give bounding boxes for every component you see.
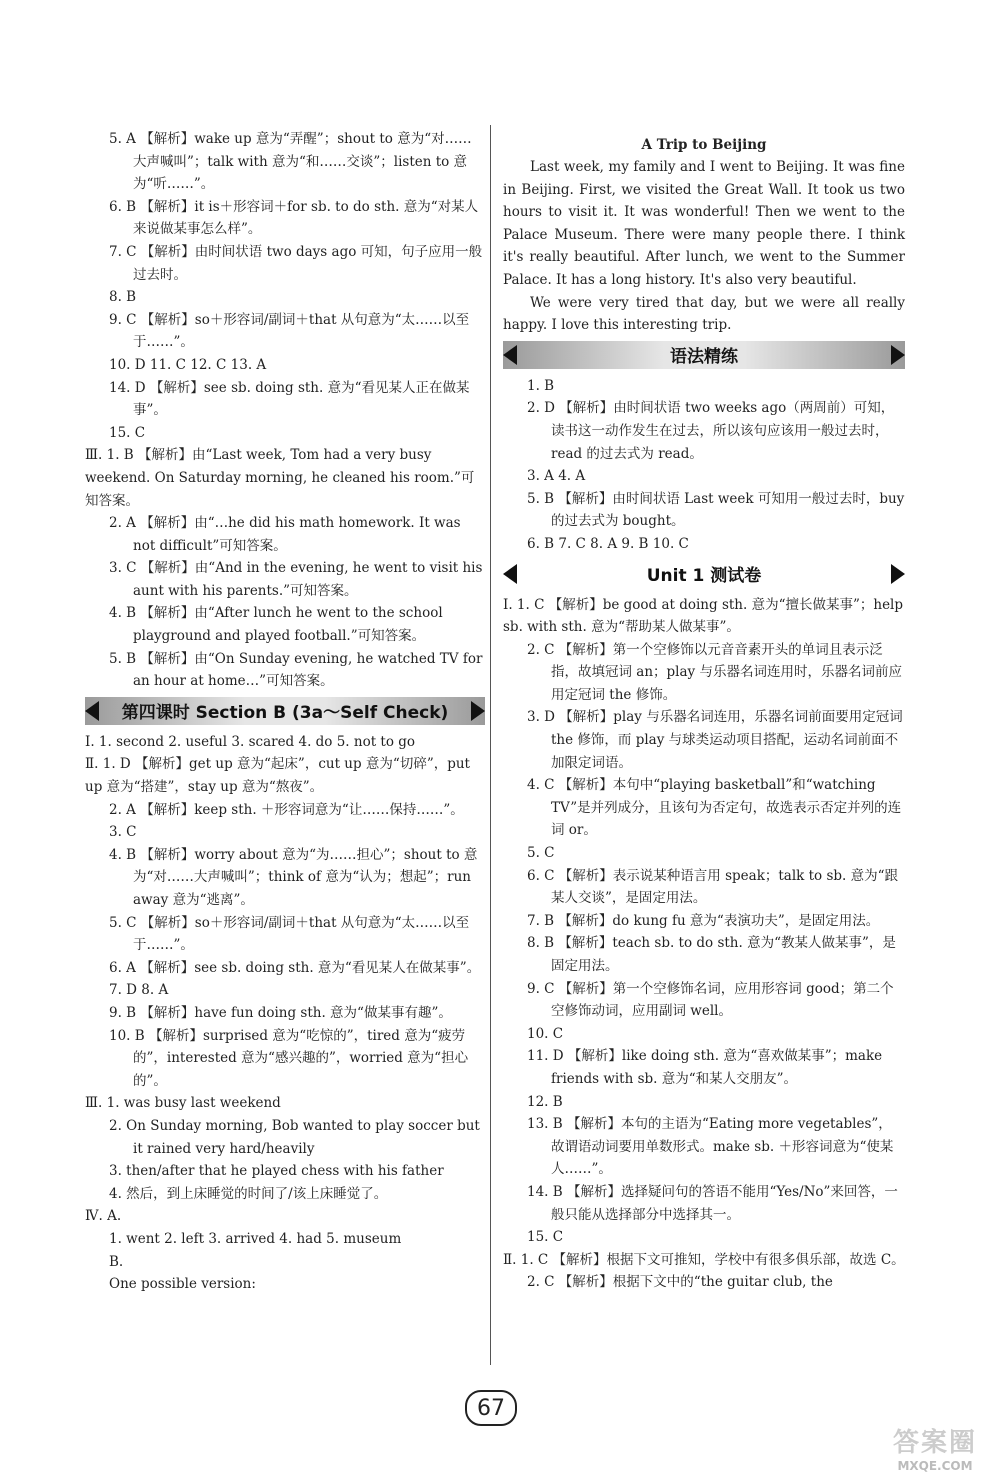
triangle-left-icon: [503, 345, 517, 365]
answer-item: 6. B 【解析】it is＋形容词＋for sb. to do sth. 意为“对某人来说做某事怎么样”。: [109, 198, 479, 238]
section-title: 第四课时 Section B (3a～Self Check): [121, 703, 449, 724]
answer-item: 11. D 【解析】like doing sth. 意为“喜欢做某事”；make friends with sb. 意为“和某人交朋友”。: [527, 1048, 883, 1087]
watermark-bottom: MXQE.COM: [897, 1459, 973, 1473]
section-header: [85, 697, 485, 725]
answer-item: 5. C: [527, 845, 555, 862]
right-answers: [503, 341, 905, 1294]
answer-item: 2. A 【解析】由“…he did his math homework. It was not difficult”可知答案。: [109, 515, 461, 554]
answer-item: 3. C 【解析】由“And in the evening, he went to visit his aunt with his parents.”可知答案。: [109, 560, 483, 599]
answer-item: 2. On Sunday morning, Bob wanted to play soccer but it rained very hard/heavily: [109, 1117, 480, 1157]
answer-item: 3. A 4. A: [527, 468, 586, 485]
answer-item: Ⅱ. 1. D 【解析】get up 意为“起床”，cut up 意为“切碎”，put up 意为“搭建”，stay up 意为“熬夜”。: [85, 756, 470, 796]
answer-item: 9. C 【解析】so＋形容词/副词＋that 从句意为“太……以至于……”。: [109, 311, 470, 351]
triangle-right-icon: [891, 564, 905, 584]
answer-item: 13. B 【解析】本句的主语为“Eating more vegetables”，故谓语动词要用单数形式。make sb. ＋形容词意为“使某人……”。: [527, 1116, 894, 1178]
essay: [503, 134, 905, 337]
answer-item: 1. B: [527, 377, 555, 394]
answer-item: 4. B 【解析】由“After lunch he went to the school playground and played football.”可知答案。: [109, 605, 443, 645]
answer-item: 4. C 【解析】本句中“playing basketball”和“watching TV”是并列成分，且该句为否定句，故选表示否定并列的连词 or。: [527, 777, 902, 839]
answer-item: 5. C 【解析】so＋形容词/副词＋that 从句意为“太……以至于……”。: [109, 914, 470, 954]
essay-paragraph-2: We were very tired that day, but we were all really happy. I love this interesting trip.: [503, 294, 905, 334]
answer-item: 5. B 【解析】由时间状语 Last week 可知用一般过去时，buy 的过去式为 bought。: [527, 490, 905, 530]
answer-item: Ⅰ. 1. second 2. useful 3. scared 4. do 5. not to go: [85, 733, 416, 750]
section-header: [503, 341, 905, 369]
answer-item: Ⅱ. 1. C 【解析】根据下文可推知，学校中有很多俱乐部，故选 C。: [503, 1251, 905, 1268]
answer-item: 5. A 【解析】wake up 意为“弄醒”；shout to 意为“对……大声喊叫”；talk with 意为“和……交谈”；listen to 意为“听……”。: [109, 131, 472, 193]
answer-item: 14. D 【解析】see sb. doing sth. 意为“看见某人正在做某事”。: [109, 379, 470, 419]
answer-item: 8. B 【解析】teach sb. to do sth. 意为“教某人做某事”，是固定用法。: [527, 935, 896, 974]
answer-item: Ⅲ. 1. B 【解析】由“Last week, Tom had a very busy weekend. On Saturday morning, he cleaned his room.”可知答案。: [85, 447, 475, 509]
left-column: [85, 128, 485, 1296]
essay-title: A Trip to Beijing: [641, 137, 767, 153]
answer-item: 6. C 【解析】表示说某种语言用 speak；talk to sb. 意为“跟某人交谈”，是固定用法。: [527, 867, 899, 907]
triangle-right-icon: [891, 345, 905, 365]
triangle-left-icon: [85, 701, 99, 721]
answer-item: Ⅲ. 1. was busy last weekend: [85, 1095, 281, 1112]
right-column: [503, 128, 905, 1294]
answer-item: 10. C: [527, 1025, 564, 1042]
watermark-logo: [880, 1422, 990, 1478]
page-number: 67: [465, 1390, 517, 1426]
answer-item: One possible version:: [109, 1276, 256, 1293]
answer-item: 10. D 11. C 12. C 13. A: [109, 356, 267, 373]
answer-item: 9. B 【解析】have fun doing sth. 意为“做某事有趣”。: [109, 1004, 452, 1021]
answer-item: 7. C 【解析】由时间状语 two days ago 可知，句子应用一般过去时。: [109, 243, 483, 283]
answer-item: 3. C: [109, 824, 137, 841]
answer-item: 14. B 【解析】选择疑问句的答语不能用“Yes/No”来回答，一般只能从选择部分中选择其一。: [527, 1183, 898, 1223]
triangle-left-icon: [503, 564, 517, 584]
answer-item: 5. B 【解析】由“On Sunday evening, he watched TV for an hour at home…”可知答案。: [109, 650, 483, 690]
answer-item: 2. C 【解析】根据下文中的“the guitar club, the: [527, 1274, 833, 1291]
answer-item: 2. C 【解析】第一个空修饰以元音音素开头的单词且表示泛指，故填冠词 an；play 与乐器名词连用时，乐器名词前应用定冠词 the 修饰。: [527, 641, 902, 703]
section-title: Unit 1 测试卷: [646, 566, 762, 586]
column-divider: [490, 125, 491, 1365]
answer-item: 15. C: [527, 1229, 564, 1246]
answer-item: B.: [109, 1253, 124, 1270]
answer-item: 4. B 【解析】worry about 意为“为……担心”；shout to 意为“对……大声喊叫”；think of 意为“认为；想起”；run away 意为“逃离”。: [109, 846, 478, 908]
triangle-right-icon: [471, 701, 485, 721]
answer-item: Ⅰ. 1. C 【解析】be good at doing sth. 意为“擅长做某事”；help sb. with sth. 意为“帮助某人做某事”。: [503, 596, 904, 636]
answer-item: 1. went 2. left 3. arrived 4. had 5. museum: [109, 1230, 402, 1247]
answer-item: 7. B 【解析】do kung fu 意为“表演功夫”，是固定用法。: [527, 912, 880, 929]
answer-item: 9. C 【解析】第一个空修饰名词，应用形容词 good；第二个空修饰动词，应用副词 well。: [527, 980, 894, 1020]
answer-item: 6. B 7. C 8. A 9. B 10. C: [527, 535, 689, 552]
answer-item: 4. 然后，到上床睡觉的时间了/该上床睡觉了。: [109, 1185, 388, 1202]
section-header: [503, 560, 905, 588]
watermark-top: 答案圈: [892, 1428, 977, 1458]
answer-item: 2. A 【解析】keep sth. ＋形容词意为“让……保持……”。: [109, 801, 464, 818]
answer-item: 12. B: [527, 1093, 563, 1110]
answer-item: Ⅳ. A.: [85, 1208, 122, 1225]
answer-item: 3. D 【解析】play 与乐器名词连用，乐器名词前面要用定冠词 the 修饰，而 play 与球类运动项目搭配，运动名词前面不加限定词语。: [527, 709, 903, 771]
essay-paragraph-1: Last week, my family and I went to Beijing. It was fine in Beijing. First, we visited the Great Wall. It took us two hours to visit it. It was wonderful! Then we went to the Palace Museum. There were many people there. I think it's really beautiful. After lunch, we went to the Summer Palace. It has a long history. It's also very beautiful.: [503, 159, 905, 288]
section-title: 语法精练: [670, 347, 738, 368]
answer-item: 7. D 8. A: [109, 982, 169, 999]
answer-item: 8. B: [109, 289, 137, 306]
answer-item: 3. then/after that he played chess with his father: [109, 1163, 444, 1180]
answer-item: 15. C: [109, 424, 146, 441]
answer-item: 2. D 【解析】由时间状语 two weeks ago（两周前）可知，读书这一动作发生在过去，所以该句应该用一般过去时，read 的过去式为 read。: [527, 400, 895, 462]
answer-item: 6. A 【解析】see sb. doing sth. 意为“看见某人在做某事”。: [109, 959, 481, 976]
answer-item: 10. B 【解析】surprised 意为“吃惊的”，tired 意为“疲劳的”，interested 意为“感兴趣的”，worried 意为“担心的”。: [109, 1027, 469, 1089]
